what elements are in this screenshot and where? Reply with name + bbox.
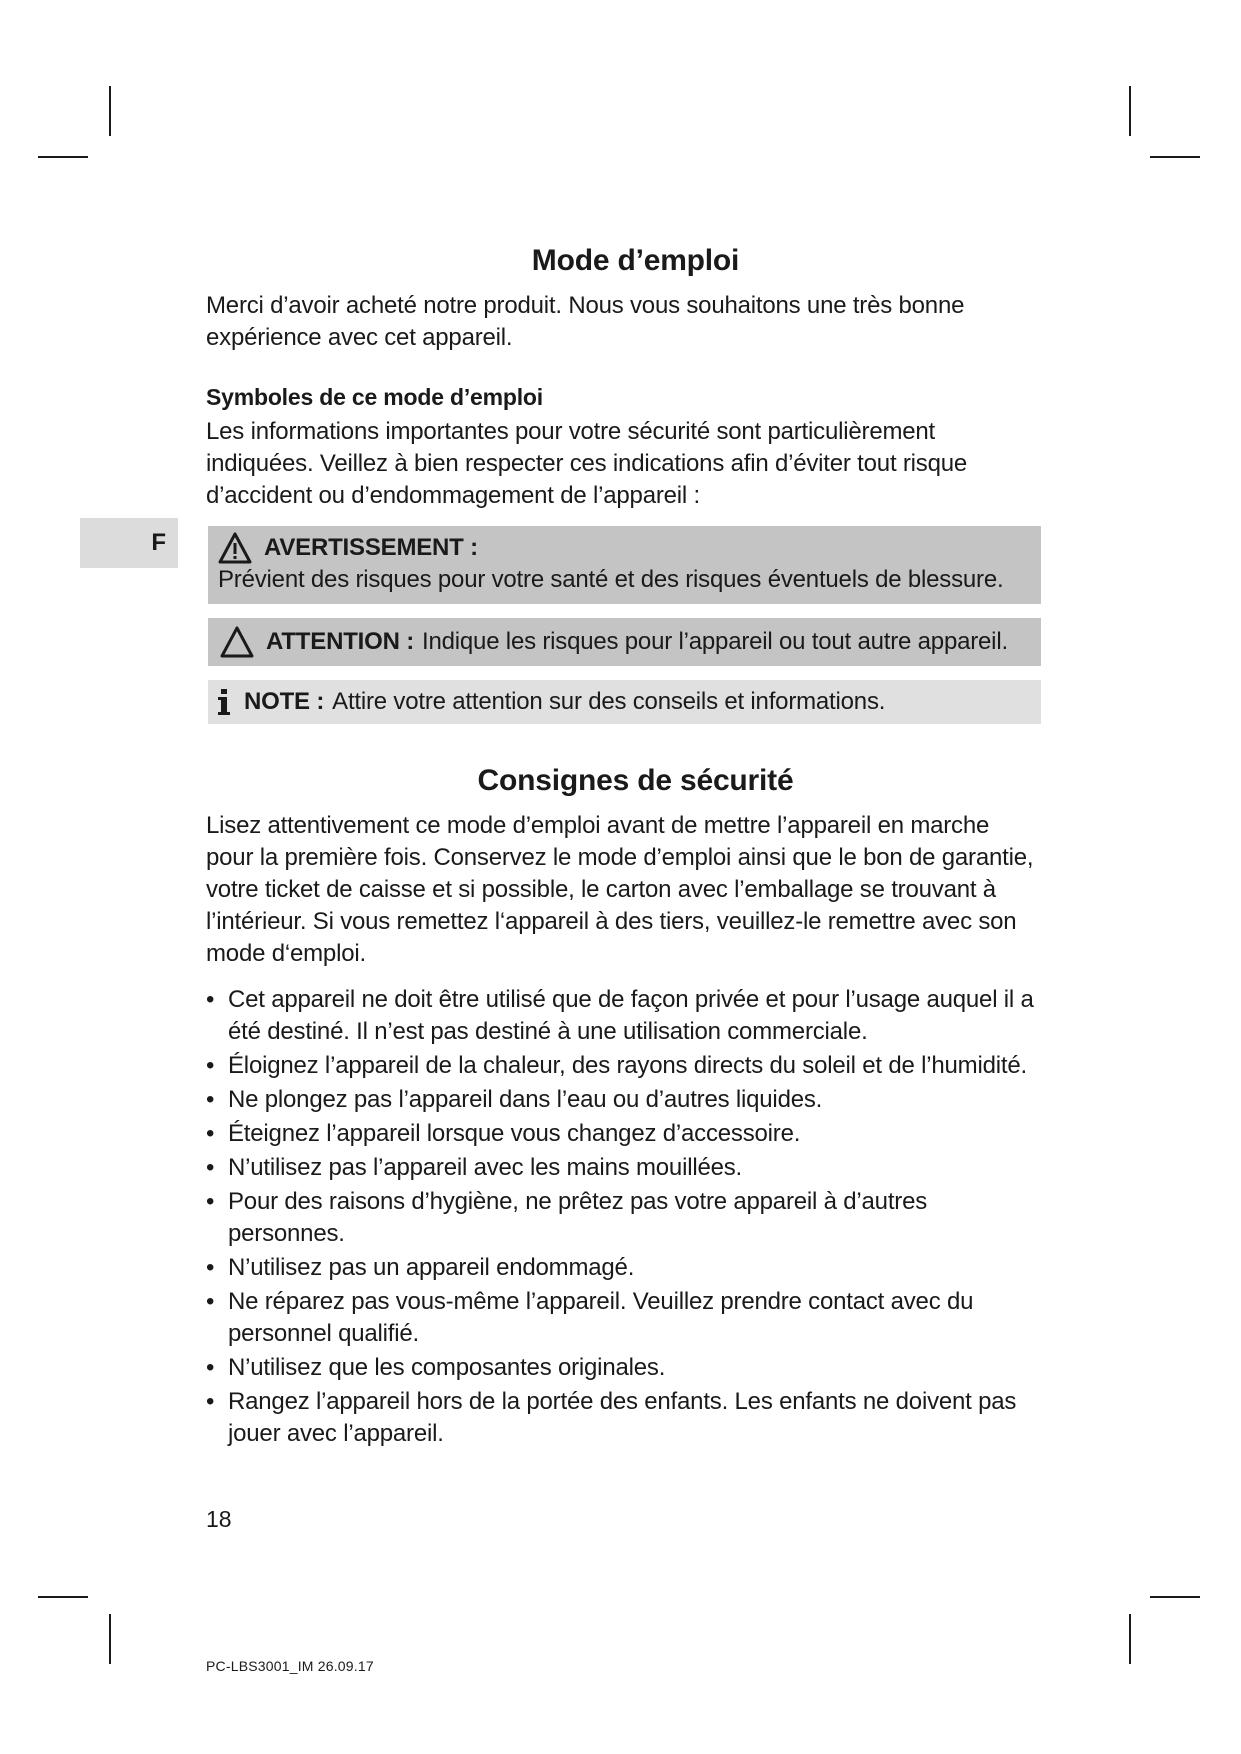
bullet-mark: • [206, 1388, 215, 1415]
attention-notice [208, 618, 1041, 666]
warning-label: AVERTISSEMENT : [264, 534, 478, 561]
note-notice [208, 680, 1041, 724]
symbols-heading: Symboles de ce mode d’emploi [206, 384, 543, 410]
attention-icon [220, 626, 254, 658]
bullet-mark: • [206, 1120, 215, 1147]
list-item: • Éloignez l’appareil de la chaleur, des rayons directs du soleil et de l’humidité. [206, 1050, 1041, 1082]
list-item: • Cet appareil ne doit être utilisé que de façon privée et pour l’usage auquel il a été destiné. Il n’est pas destiné à une utilisation commerciale. [206, 986, 1034, 1045]
page-content [206, 240, 1041, 1452]
page-title: Mode d’emploi [531, 244, 740, 277]
crop-mark [1150, 1596, 1200, 1598]
list-item: • Rangez l’appareil hors de la portée des enfants. Les enfants ne doivent pas jouer avec l’appareil. [206, 1388, 1017, 1447]
list-item: • N’utilisez pas un appareil endommagé. [206, 1252, 1041, 1284]
intro-paragraph: Merci d’avoir acheté notre produit. Nous vous souhaitons une très bonne expérience avec cet appareil. [206, 292, 965, 351]
list-item: • Éteignez l’appareil lorsque vous changez d’accessoire. [206, 1118, 1041, 1150]
page-number: 18 [206, 1506, 232, 1532]
attention-text: Indique les risques pour l’appareil ou tout autre appareil. [422, 628, 1008, 655]
crop-mark [109, 86, 111, 136]
crop-mark [1129, 1614, 1131, 1664]
bullet-mark: • [206, 1354, 215, 1381]
bullet-mark: • [206, 1288, 215, 1315]
safety-list [206, 984, 1041, 1450]
bullet-mark: • [206, 986, 215, 1013]
list-item: • Ne plongez pas l’appareil dans l’eau ou d’autres liquides. [206, 1084, 1041, 1116]
note-label: NOTE : [244, 688, 325, 715]
info-icon [216, 687, 232, 717]
bullet-mark: • [206, 1254, 215, 1281]
language-tab: F [80, 518, 178, 568]
bullet-mark: • [206, 1188, 215, 1215]
warning-notice [208, 526, 1041, 604]
list-item: • Ne réparez pas vous-même l’appareil. Veuillez prendre contact avec du personnel qualifié. [206, 1288, 974, 1347]
warning-icon [218, 532, 252, 564]
crop-mark [1150, 156, 1200, 158]
attention-label: ATTENTION : [266, 628, 414, 655]
safety-intro: Lisez attentivement ce mode d’emploi avant de mettre l’appareil en marche pour la première fois. Conservez le mode d’emploi ainsi que le bon de garantie, votre ticket de caisse et si possible, le carton avec l’emballage se trouvant à l’intérieur. Si vous remettez l‘appareil à des tiers, veuillez-le remettre avec son mode d‘emploi. [206, 812, 1034, 967]
symbols-paragraph: Les informations importantes pour votre sécurité sont particulièrement indiquées. Veillez à bien respecter ces indications afin d’éviter tout risque d’accident ou d’endommagement de l’appareil : [206, 418, 968, 509]
crop-mark [38, 1596, 88, 1598]
footer-code: PC-LBS3001_IM 26.09.17 [206, 1658, 374, 1674]
crop-mark [109, 1614, 111, 1664]
warning-text: Prévient des risques pour votre santé et des risques éventuels de blessure. [218, 566, 1004, 593]
bullet-mark: • [206, 1086, 215, 1113]
list-item: • N’utilisez pas l’appareil avec les mains mouillées. [206, 1152, 1041, 1184]
crop-mark [1129, 86, 1131, 136]
bullet-mark: • [206, 1052, 215, 1079]
crop-mark [38, 156, 88, 158]
safety-title: Consignes de sécurité [477, 764, 794, 797]
bullet-mark: • [206, 1154, 215, 1181]
list-item: • Pour des raisons d’hygiène, ne prêtez pas votre appareil à d’autres personnes. [206, 1188, 928, 1247]
list-item: • N’utilisez que les composantes originales. [206, 1352, 1041, 1384]
note-text: Attire votre attention sur des conseils et informations. [332, 688, 886, 715]
